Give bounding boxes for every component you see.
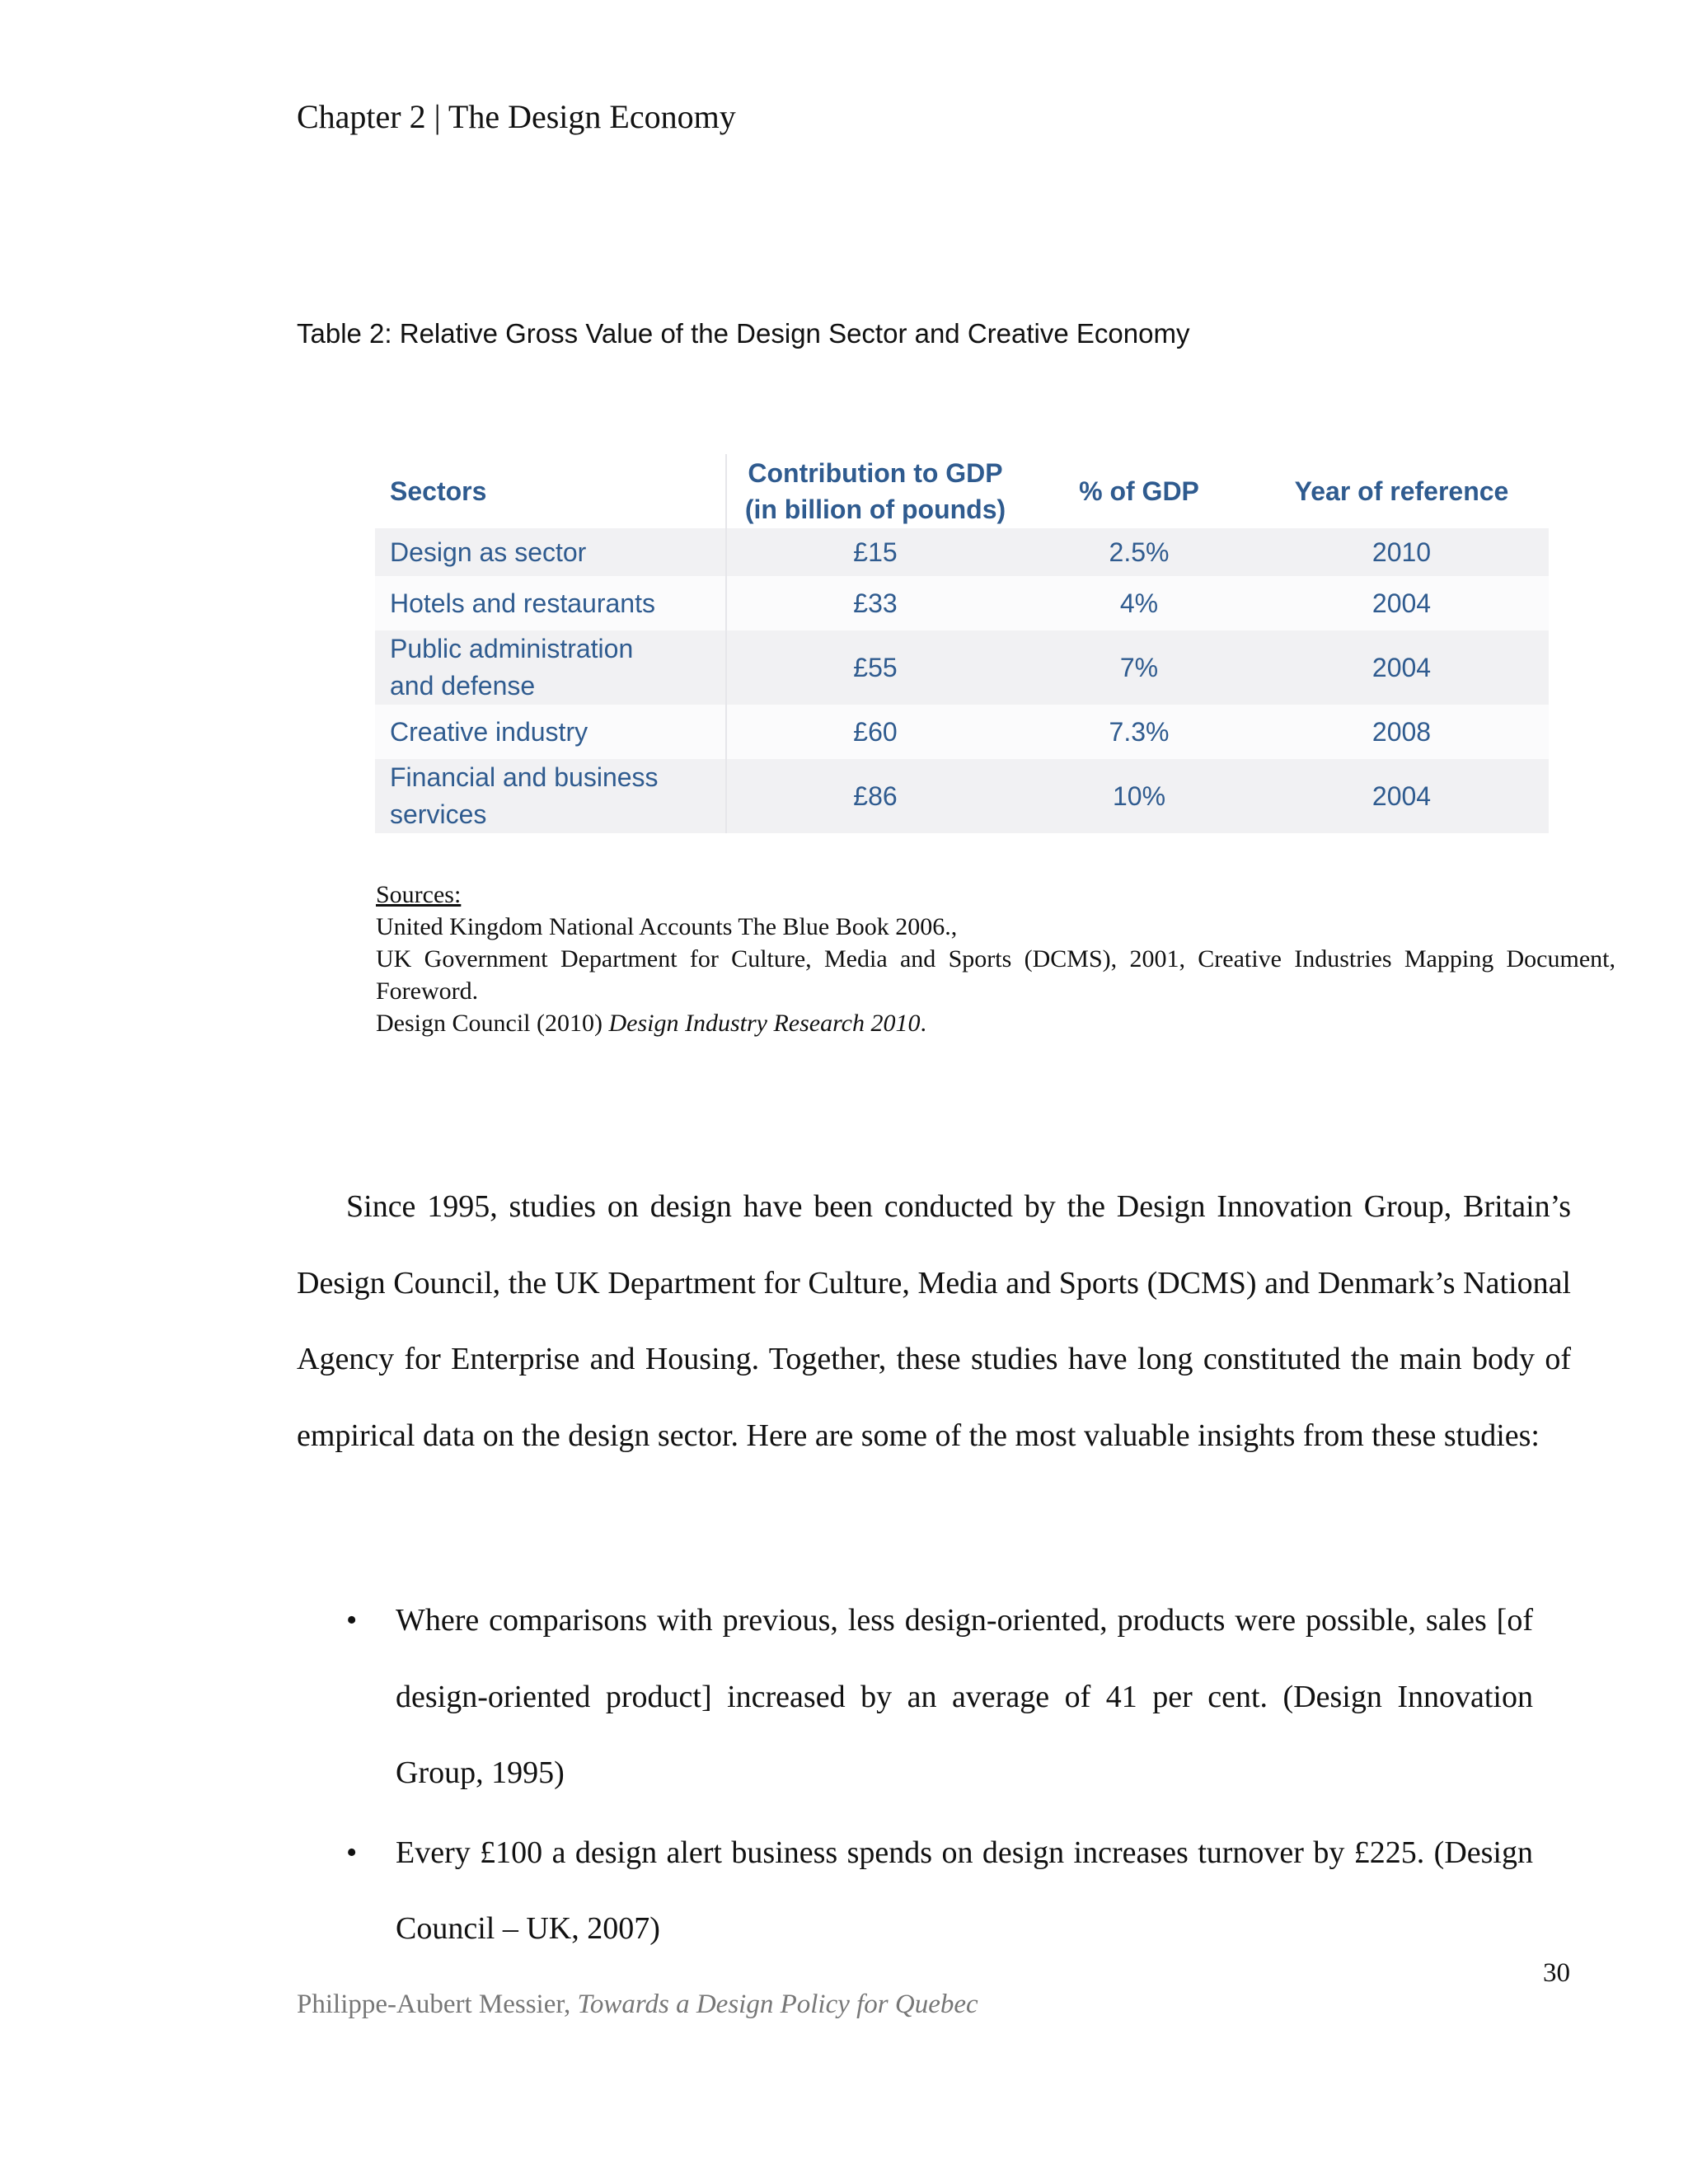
percent-cell: 4% [1024,576,1254,630]
bullet-icon: • [346,1603,358,1638]
list-item [297,1815,1533,1967]
source-line: UK Government Department for Culture, Media and Sports (DCMS), 2001, Creative Industries Mapping Document, Foreword. [376,945,1615,1005]
page-number: 30 [1543,1958,1570,1988]
header-contribution-line1: Contribution to GDP [748,458,1003,488]
page-footer [297,1990,978,2020]
sector-line2: services [390,799,487,829]
percent-cell: 7.3% [1024,705,1254,759]
contribution-cell: £60 [726,705,1024,759]
sector-cell: Hotels and restaurants [375,576,726,630]
source-suffix: . [920,1010,926,1037]
list-item-text: Where comparisons with previous, less design-oriented, products were possible, sales [of design-oriented product] increased by an average of 41 per cent. (Design Innovation Group, 1995) [396,1603,1533,1790]
contribution-cell: £15 [726,528,1024,576]
sector-line1: Public administration [390,634,634,663]
sector-cell [375,759,726,833]
list-item-text: Every £100 a design alert business spends on design increases turnover by £225. (Design Council – UK, 2007) [396,1835,1533,1946]
source-line [376,1007,1615,1039]
table-row [375,528,1549,576]
header-percent-gdp: % of GDP [1079,476,1199,506]
year-cell: 2004 [1254,630,1549,705]
sector-line2: and defense [390,671,536,701]
source-line: United Kingdom National Accounts The Blue Book 2006., [376,913,958,940]
sector-line1: Financial and business [390,762,659,792]
body-paragraph: Since 1995, studies on design have been conducted by the Design Innovation Group, Britain’s Design Council, the UK Department for Culture, Media and Sports (DCMS) and Denmark’s National Agency for Enterprise and Housing. Together, these studies have long constituted the main body of empirical data on the design sector. Here are some of the most valuable insights from these studies: [297,1189,1571,1453]
sector-cell [375,630,726,705]
sector-cell: Design as sector [375,528,726,576]
table-row [375,705,1549,759]
year-cell: 2008 [1254,705,1549,759]
sector-cell: Creative industry [375,705,726,759]
chapter-header: Chapter 2 | The Design Economy [297,98,736,135]
header-sectors: Sectors [375,454,726,528]
list-item [297,1582,1533,1811]
header-year: Year of reference [1294,476,1509,506]
header-contribution-line2: (in billion of pounds) [744,494,1006,524]
contribution-cell: £33 [726,576,1024,630]
source-prefix: Design Council (2010) [376,1010,609,1037]
table-row [375,630,1549,705]
footer-title: Towards a Design Policy for Quebec [577,1990,978,2019]
year-cell: 2010 [1254,528,1549,576]
source-title: Design Industry Research 2010 [608,1010,921,1037]
percent-cell: 10% [1024,759,1254,833]
contribution-cell: £55 [726,630,1024,705]
year-cell: 2004 [1254,576,1549,630]
percent-cell: 2.5% [1024,528,1254,576]
table-caption: Table 2: Relative Gross Value of the Design Sector and Creative Economy [297,318,1190,349]
table-row [375,576,1549,630]
header-contribution [726,454,1024,528]
bullet-icon: • [346,1835,358,1870]
percent-cell: 7% [1024,630,1254,705]
insights-list [297,1582,1533,1971]
table-row [375,759,1549,833]
gdp-contribution-table [375,454,1549,833]
sources-label: Sources: [376,881,462,908]
footer-author: Philippe-Aubert Messier, [297,1990,578,2019]
year-cell: 2004 [1254,759,1549,833]
table-header-row [375,454,1549,528]
sources-block [376,879,1615,1039]
contribution-cell: £86 [726,759,1024,833]
